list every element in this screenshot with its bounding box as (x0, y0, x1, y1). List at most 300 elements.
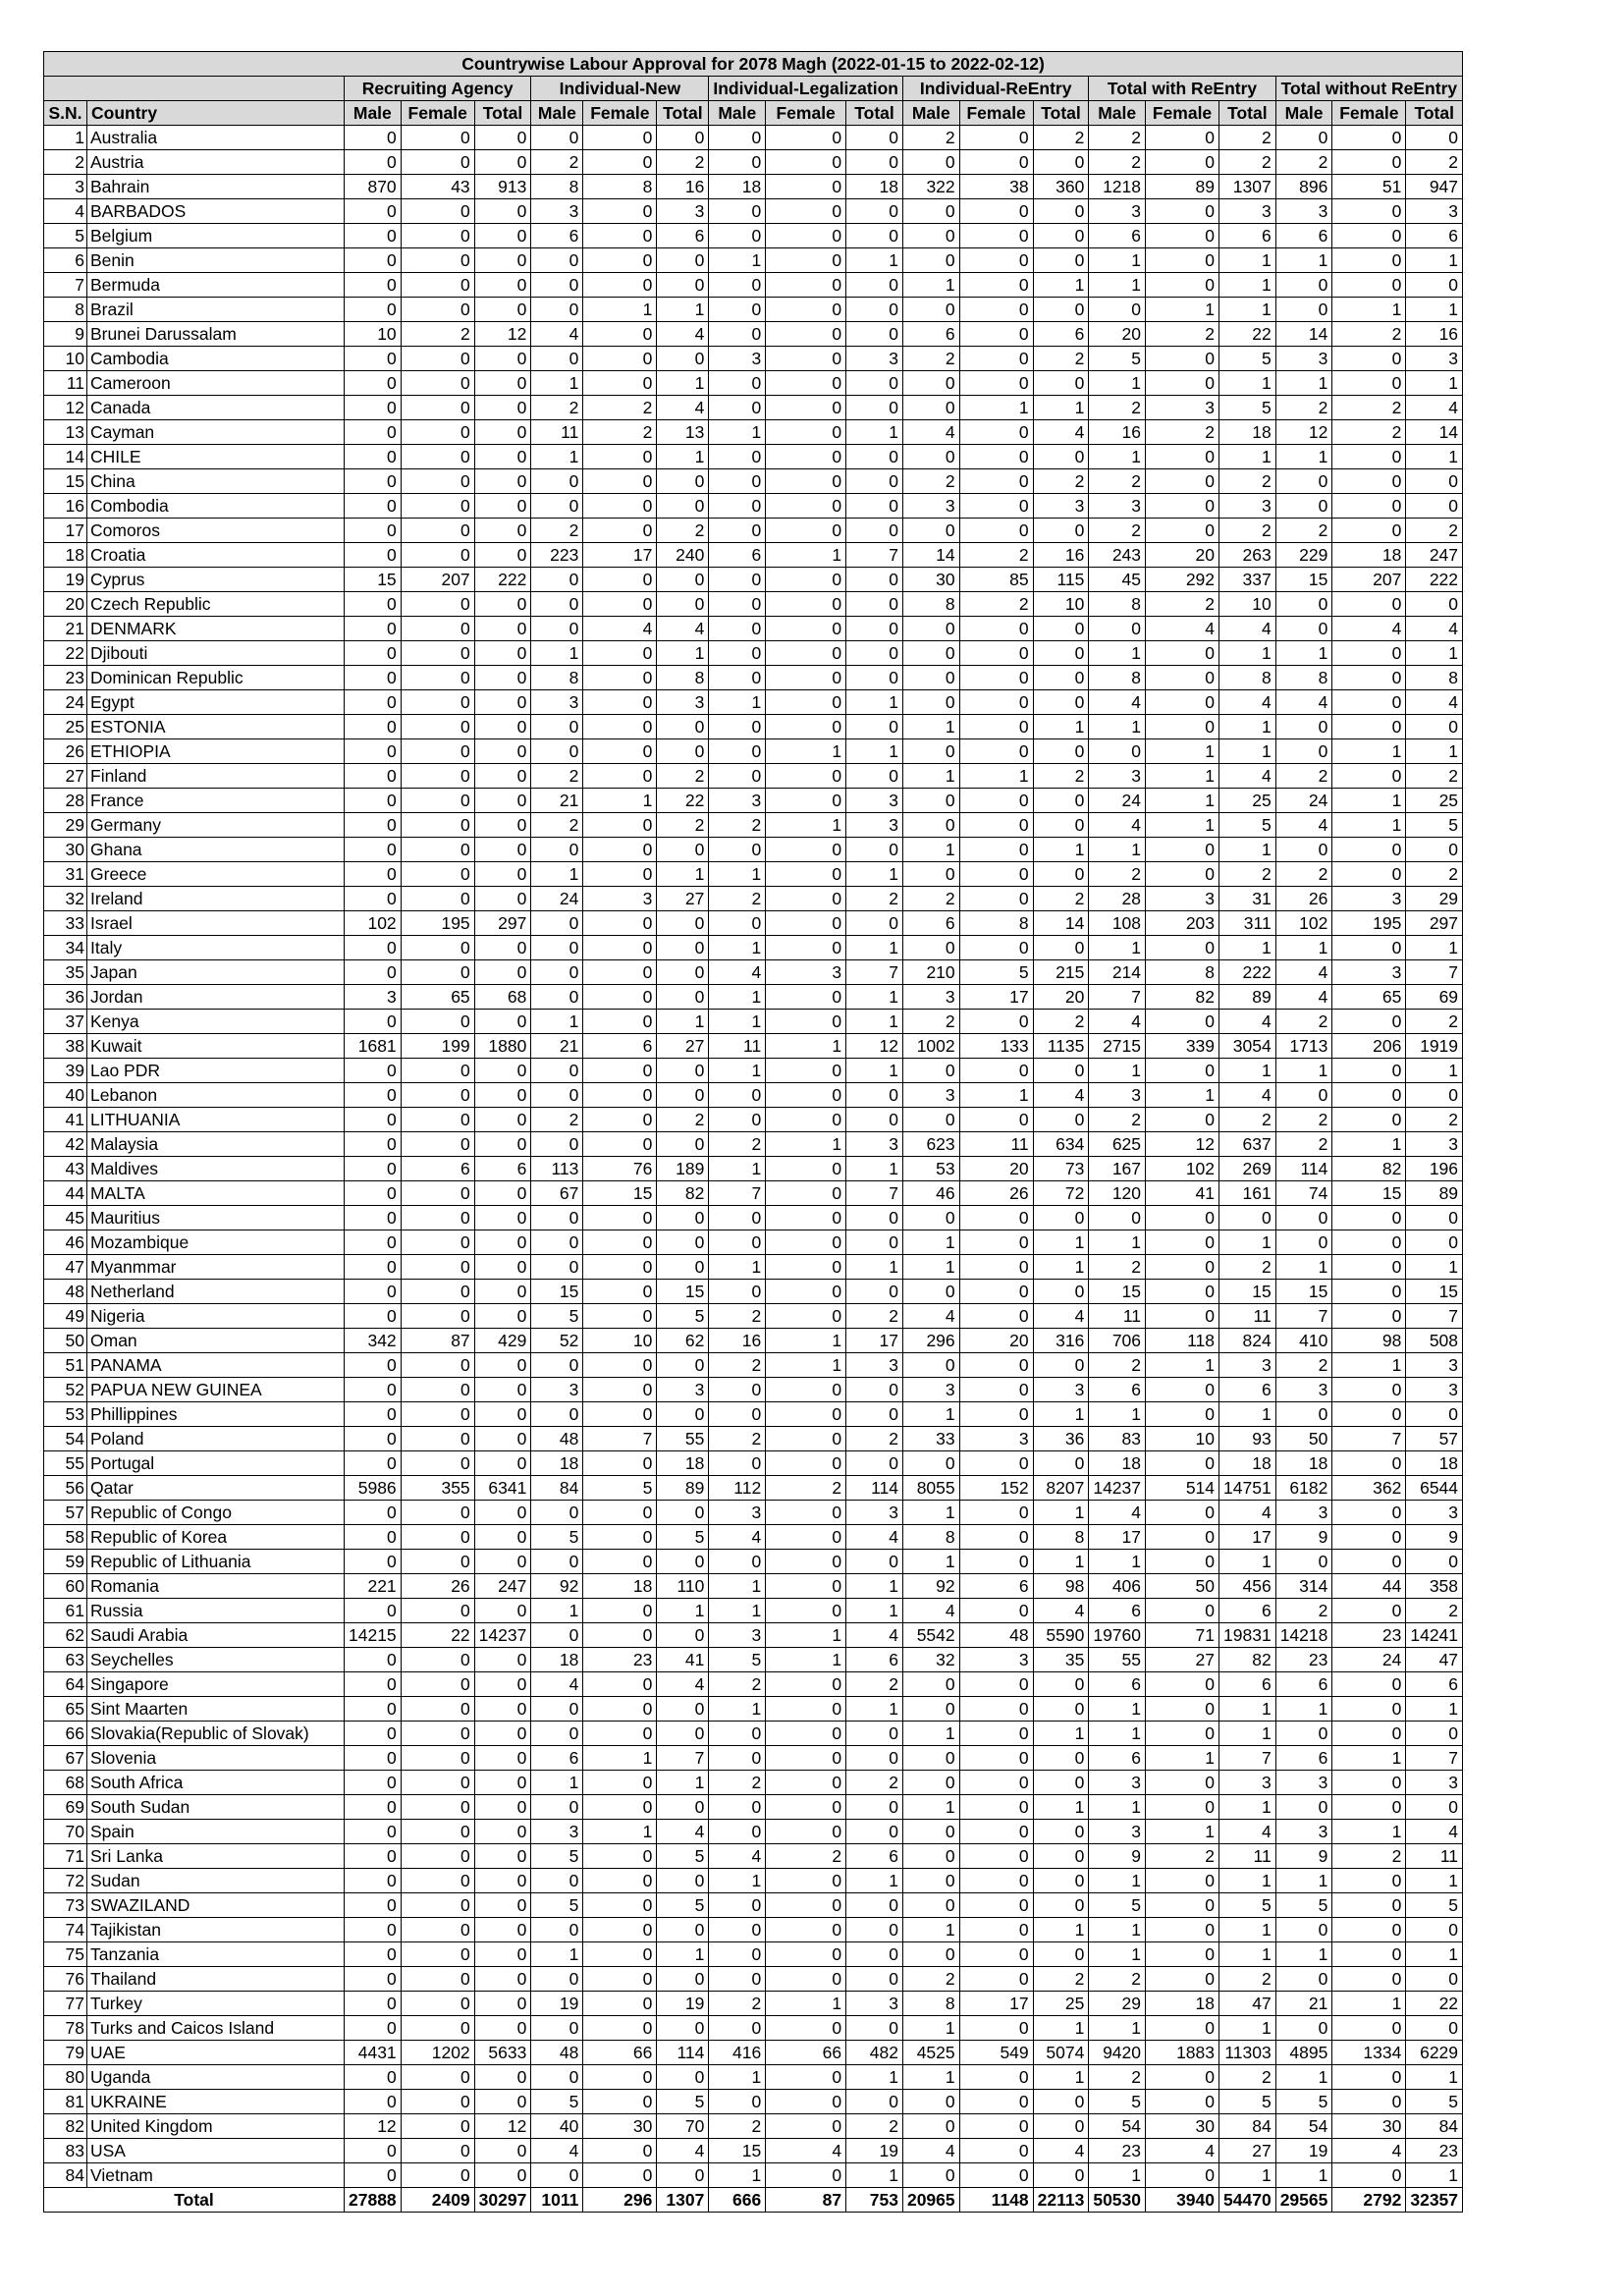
value-cell: 0 (1332, 273, 1406, 298)
sub-header-female: Female (1332, 101, 1406, 126)
value-cell: 2 (1219, 1967, 1276, 1992)
value-cell: 0 (846, 2090, 903, 2114)
serial-number: 67 (44, 1746, 87, 1771)
value-cell: 0 (959, 1451, 1033, 1476)
value-cell: 0 (709, 739, 766, 764)
value-cell: 6 (1033, 322, 1089, 347)
value-cell: 0 (959, 1820, 1033, 1844)
value-cell: 1 (846, 936, 903, 960)
value-cell: 4895 (1275, 2041, 1332, 2065)
value-cell: 0 (657, 2163, 709, 2188)
value-cell: 2 (1033, 347, 1089, 371)
value-cell: 2 (1219, 519, 1276, 543)
value-cell: 15 (1275, 1280, 1332, 1304)
value-cell: 0 (474, 396, 531, 420)
value-cell: 0 (401, 1918, 474, 1942)
country-name: Thailand (87, 1967, 345, 1992)
value-cell: 0 (766, 1378, 846, 1402)
value-cell: 2 (1089, 519, 1146, 543)
value-cell: 27 (657, 887, 709, 911)
value-cell: 2 (902, 347, 959, 371)
value-cell: 1 (657, 445, 709, 469)
serial-number: 69 (44, 1795, 87, 1820)
value-cell: 0 (766, 1304, 846, 1329)
value-cell: 0 (1332, 838, 1406, 862)
value-cell: 5 (1219, 2090, 1276, 2114)
value-cell: 0 (401, 617, 474, 641)
value-cell: 1 (902, 838, 959, 862)
value-cell: 5542 (902, 1623, 959, 1648)
value-cell: 0 (583, 469, 657, 494)
value-cell: 0 (345, 789, 402, 813)
value-cell: 6 (1219, 1378, 1276, 1402)
value-cell: 0 (345, 2139, 402, 2163)
value-cell: 6 (902, 322, 959, 347)
value-cell: 1 (1089, 936, 1146, 960)
value-cell: 1 (766, 1034, 846, 1059)
value-cell: 0 (583, 1501, 657, 1525)
value-cell: 5986 (345, 1476, 402, 1501)
group-header-individual-new: Individual-New (531, 77, 709, 101)
value-cell: 0 (902, 1869, 959, 1893)
value-cell: 1 (709, 985, 766, 1010)
country-name: United Kingdom (87, 2114, 345, 2139)
total-value-cell: 29565 (1275, 2188, 1332, 2213)
value-cell: 8 (1406, 666, 1463, 690)
value-cell: 0 (345, 1353, 402, 1378)
value-cell: 70 (657, 2114, 709, 2139)
value-cell: 2 (1219, 126, 1276, 150)
value-cell: 1 (766, 1329, 846, 1353)
value-cell: 0 (902, 1108, 959, 1132)
value-cell: 0 (531, 248, 583, 273)
value-cell: 0 (766, 420, 846, 445)
value-cell: 0 (766, 126, 846, 150)
value-cell: 0 (583, 371, 657, 396)
value-cell: 1 (1406, 1059, 1463, 1083)
table-row (44, 1893, 1463, 1918)
value-cell: 1 (709, 1869, 766, 1893)
value-cell: 0 (401, 347, 474, 371)
value-cell: 0 (1146, 1967, 1219, 1992)
value-cell: 7 (1332, 1427, 1406, 1451)
value-cell: 1 (1089, 1722, 1146, 1746)
value-cell: 2 (583, 396, 657, 420)
value-cell: 1 (1275, 445, 1332, 469)
serial-number: 80 (44, 2065, 87, 2090)
value-cell: 0 (583, 1206, 657, 1230)
value-cell: 1 (1089, 371, 1146, 396)
value-cell: 54 (1089, 2114, 1146, 2139)
serial-number: 74 (44, 1918, 87, 1942)
value-cell: 6 (959, 1574, 1033, 1599)
value-cell: 0 (401, 150, 474, 175)
sub-header-male: Male (1275, 101, 1332, 126)
value-cell: 82 (657, 1181, 709, 1206)
value-cell: 4 (1033, 1304, 1089, 1329)
value-cell: 18 (846, 175, 903, 199)
value-cell: 48 (531, 1427, 583, 1451)
value-cell: 0 (1146, 690, 1219, 715)
value-cell: 0 (1332, 1108, 1406, 1132)
value-cell: 0 (846, 199, 903, 224)
value-cell: 429 (474, 1329, 531, 1353)
table-row (44, 960, 1463, 985)
value-cell: 0 (709, 1820, 766, 1844)
country-name: Tajikistan (87, 1918, 345, 1942)
value-cell: 0 (1275, 1402, 1332, 1427)
value-cell: 2 (709, 887, 766, 911)
value-cell: 1 (902, 1550, 959, 1574)
value-cell: 0 (959, 2139, 1033, 2163)
value-cell: 0 (657, 936, 709, 960)
value-cell: 0 (583, 224, 657, 248)
value-cell: 0 (1406, 1722, 1463, 1746)
value-cell: 0 (583, 1893, 657, 1918)
total-value-cell: 296 (583, 2188, 657, 2213)
value-cell: 0 (1275, 2016, 1332, 2041)
serial-number: 39 (44, 1059, 87, 1083)
value-cell: 16 (1089, 420, 1146, 445)
serial-number: 42 (44, 1132, 87, 1157)
serial-number: 29 (44, 813, 87, 838)
serial-number: 33 (44, 911, 87, 936)
value-cell: 896 (1275, 175, 1332, 199)
value-cell: 9 (1089, 1844, 1146, 1869)
value-cell: 0 (1406, 1230, 1463, 1255)
value-cell: 0 (474, 862, 531, 887)
value-cell: 10 (345, 322, 402, 347)
value-cell: 20 (1146, 543, 1219, 568)
value-cell: 0 (959, 469, 1033, 494)
value-cell: 12 (846, 1034, 903, 1059)
value-cell: 195 (1332, 911, 1406, 936)
value-cell: 0 (766, 1059, 846, 1083)
value-cell: 0 (531, 936, 583, 960)
value-cell: 0 (474, 1771, 531, 1795)
value-cell: 0 (766, 911, 846, 936)
value-cell: 0 (709, 1451, 766, 1476)
value-cell: 210 (902, 960, 959, 985)
value-cell: 0 (902, 936, 959, 960)
value-cell: 0 (766, 764, 846, 789)
total-value-cell: 54470 (1219, 2188, 1276, 2213)
country-name: Combodia (87, 494, 345, 519)
value-cell: 0 (846, 1230, 903, 1255)
value-cell: 52 (531, 1329, 583, 1353)
value-cell: 0 (1146, 1893, 1219, 1918)
country-name: Cayman (87, 420, 345, 445)
value-cell: 0 (583, 838, 657, 862)
value-cell: 2 (709, 1132, 766, 1157)
value-cell: 0 (345, 1010, 402, 1034)
value-cell: 0 (1406, 273, 1463, 298)
value-cell: 4 (709, 1844, 766, 1869)
value-cell: 623 (902, 1132, 959, 1157)
country-name: Saudi Arabia (87, 1623, 345, 1648)
value-cell: 0 (657, 911, 709, 936)
value-cell: 0 (959, 2163, 1033, 2188)
value-cell: 0 (1406, 1967, 1463, 1992)
value-cell: 7 (846, 543, 903, 568)
value-cell: 0 (401, 1059, 474, 1083)
value-cell: 1 (1219, 248, 1276, 273)
value-cell: 0 (902, 1771, 959, 1795)
value-cell: 0 (902, 789, 959, 813)
serial-number: 55 (44, 1451, 87, 1476)
country-name: Djibouti (87, 641, 345, 666)
country-name: ESTONIA (87, 715, 345, 739)
value-cell: 0 (709, 1746, 766, 1771)
value-cell: 0 (657, 568, 709, 592)
value-cell: 1 (902, 1501, 959, 1525)
total-value-cell: 666 (709, 2188, 766, 2213)
value-cell: 0 (583, 347, 657, 371)
value-cell: 0 (709, 445, 766, 469)
value-cell: 0 (709, 322, 766, 347)
value-cell: 0 (345, 1304, 402, 1329)
value-cell: 297 (1406, 911, 1463, 936)
value-cell: 0 (401, 1206, 474, 1230)
value-cell: 1 (1332, 1746, 1406, 1771)
value-cell: 6 (1089, 224, 1146, 248)
value-cell: 0 (401, 936, 474, 960)
value-cell: 0 (902, 519, 959, 543)
value-cell: 0 (1033, 150, 1089, 175)
value-cell: 0 (709, 1378, 766, 1402)
value-cell: 3 (1089, 764, 1146, 789)
value-cell: 0 (902, 445, 959, 469)
value-cell: 0 (583, 1010, 657, 1034)
value-cell: 2 (709, 1304, 766, 1329)
value-cell: 54 (1275, 2114, 1332, 2139)
table-row (44, 1992, 1463, 2016)
value-cell: 83 (1089, 1427, 1146, 1451)
value-cell: 1 (902, 715, 959, 739)
value-cell: 1 (1033, 1255, 1089, 1280)
value-cell: 0 (1146, 1599, 1219, 1623)
value-cell: 1 (1089, 1230, 1146, 1255)
value-cell: 0 (902, 371, 959, 396)
value-cell: 0 (709, 1967, 766, 1992)
value-cell: 1 (846, 420, 903, 445)
value-cell: 4 (657, 1672, 709, 1697)
value-cell: 0 (902, 2163, 959, 2188)
value-cell: 11 (959, 1132, 1033, 1157)
country-name: Brazil (87, 298, 345, 322)
value-cell: 0 (401, 445, 474, 469)
value-cell: 913 (474, 175, 531, 199)
table-row (44, 592, 1463, 617)
table-row (44, 1280, 1463, 1304)
value-cell: 0 (345, 1697, 402, 1722)
table-row (44, 1304, 1463, 1329)
value-cell: 17 (846, 1329, 903, 1353)
table-row (44, 1181, 1463, 1206)
value-cell: 0 (474, 150, 531, 175)
value-cell: 1 (1219, 273, 1276, 298)
value-cell: 55 (657, 1427, 709, 1451)
value-cell: 2 (1275, 1010, 1332, 1034)
table-row (44, 150, 1463, 175)
value-cell: 0 (1332, 1378, 1406, 1402)
value-cell: 0 (902, 862, 959, 887)
value-cell: 0 (531, 1230, 583, 1255)
value-cell: 69 (1406, 985, 1463, 1010)
value-cell: 0 (401, 764, 474, 789)
value-cell: 0 (531, 1918, 583, 1942)
value-cell: 2 (709, 1672, 766, 1697)
table-row (44, 985, 1463, 1010)
value-cell: 27 (657, 1034, 709, 1059)
value-cell: 0 (902, 1844, 959, 1869)
value-cell: 2 (1146, 1844, 1219, 1869)
value-cell: 3 (531, 199, 583, 224)
value-cell: 5 (1275, 2090, 1332, 2114)
value-cell: 1 (1219, 838, 1276, 862)
value-cell: 2 (1219, 150, 1276, 175)
value-cell: 82 (1332, 1157, 1406, 1181)
value-cell: 0 (1332, 764, 1406, 789)
value-cell: 223 (531, 543, 583, 568)
value-cell: 1135 (1033, 1034, 1089, 1059)
serial-number: 84 (44, 2163, 87, 2188)
value-cell: 1 (902, 1402, 959, 1427)
value-cell: 1 (1219, 1550, 1276, 1574)
value-cell: 0 (401, 641, 474, 666)
value-cell: 0 (709, 1230, 766, 1255)
value-cell: 0 (401, 1893, 474, 1918)
value-cell: 0 (345, 739, 402, 764)
value-cell: 5 (1219, 347, 1276, 371)
value-cell: 33 (902, 1427, 959, 1451)
country-name: Bahrain (87, 175, 345, 199)
value-cell: 5 (709, 1648, 766, 1672)
serial-number: 59 (44, 1550, 87, 1574)
country-name: Bermuda (87, 273, 345, 298)
sub-header-total: Total (1033, 101, 1089, 126)
table-row (44, 1427, 1463, 1451)
value-cell: 0 (657, 1795, 709, 1820)
value-cell: 20 (1033, 985, 1089, 1010)
table-row (44, 1918, 1463, 1942)
value-cell: 6 (1089, 1378, 1146, 1402)
value-cell: 0 (583, 273, 657, 298)
table-row (44, 2163, 1463, 2188)
value-cell: 1 (846, 1574, 903, 1599)
value-cell: 1 (846, 2065, 903, 2090)
value-cell: 0 (583, 1771, 657, 1795)
country-name: Turkey (87, 1992, 345, 2016)
value-cell: 4 (1406, 396, 1463, 420)
value-cell: 0 (1332, 1942, 1406, 1967)
value-cell: 3 (1089, 199, 1146, 224)
value-cell: 0 (959, 1599, 1033, 1623)
value-cell: 0 (902, 1820, 959, 1844)
value-cell: 55 (1089, 1648, 1146, 1672)
value-cell: 0 (846, 1820, 903, 1844)
value-cell: 14 (1033, 911, 1089, 936)
value-cell: 1 (846, 739, 903, 764)
value-cell: 1 (1033, 1402, 1089, 1427)
value-cell: 5 (1219, 813, 1276, 838)
value-cell: 23 (1332, 1623, 1406, 1648)
table-row (44, 813, 1463, 838)
value-cell: 82 (1146, 985, 1219, 1010)
value-cell: 1 (1033, 1795, 1089, 1820)
value-cell: 0 (846, 1893, 903, 1918)
value-cell: 1 (1146, 1353, 1219, 1378)
value-cell: 0 (345, 150, 402, 175)
value-cell: 0 (345, 592, 402, 617)
labour-approval-table (43, 51, 1463, 2213)
value-cell: 0 (1332, 1010, 1406, 1034)
value-cell: 1 (1406, 2065, 1463, 2090)
value-cell: 14218 (1275, 1623, 1332, 1648)
value-cell: 7 (846, 1181, 903, 1206)
value-cell: 2 (531, 519, 583, 543)
value-cell: 32 (902, 1648, 959, 1672)
value-cell: 7 (657, 1746, 709, 1771)
value-cell: 17 (959, 1992, 1033, 2016)
value-cell: 0 (401, 1501, 474, 1525)
table-row (44, 298, 1463, 322)
value-cell: 0 (401, 1869, 474, 1893)
value-cell: 0 (766, 2090, 846, 2114)
value-cell: 11 (531, 420, 583, 445)
value-cell: 1 (1146, 764, 1219, 789)
value-cell: 0 (959, 936, 1033, 960)
value-cell: 0 (902, 666, 959, 690)
value-cell: 5 (531, 1304, 583, 1329)
value-cell: 0 (846, 1083, 903, 1108)
value-cell: 0 (959, 2090, 1033, 2114)
value-cell: 0 (345, 1157, 402, 1181)
value-cell: 53 (902, 1157, 959, 1181)
value-cell: 0 (1406, 838, 1463, 862)
value-cell: 0 (401, 1280, 474, 1304)
sub-header-total: Total (657, 101, 709, 126)
serial-number: 37 (44, 1010, 87, 1034)
serial-number: 11 (44, 371, 87, 396)
value-cell: 1 (1332, 739, 1406, 764)
serial-number: 6 (44, 248, 87, 273)
group-header-total-without-reentry: Total without ReEntry (1275, 77, 1462, 101)
value-cell: 1 (1089, 273, 1146, 298)
value-cell: 3 (531, 690, 583, 715)
value-cell: 0 (583, 1255, 657, 1280)
sub-header-total: Total (474, 101, 531, 126)
country-name: Jordan (87, 985, 345, 1010)
value-cell: 5 (1089, 347, 1146, 371)
value-cell: 1 (1219, 1059, 1276, 1083)
serial-number: 73 (44, 1893, 87, 1918)
value-cell: 0 (657, 715, 709, 739)
value-cell: 7 (846, 960, 903, 985)
value-cell: 0 (709, 1402, 766, 1427)
value-cell: 0 (1033, 1844, 1089, 1869)
value-cell: 0 (709, 911, 766, 936)
table-row (44, 764, 1463, 789)
value-cell: 10 (583, 1329, 657, 1353)
value-cell: 0 (345, 1083, 402, 1108)
value-cell: 0 (846, 1108, 903, 1132)
value-cell: 0 (709, 1942, 766, 1967)
value-cell: 8 (1146, 960, 1219, 985)
value-cell: 0 (959, 224, 1033, 248)
value-cell: 1 (1275, 2163, 1332, 2188)
serial-number: 83 (44, 2139, 87, 2163)
